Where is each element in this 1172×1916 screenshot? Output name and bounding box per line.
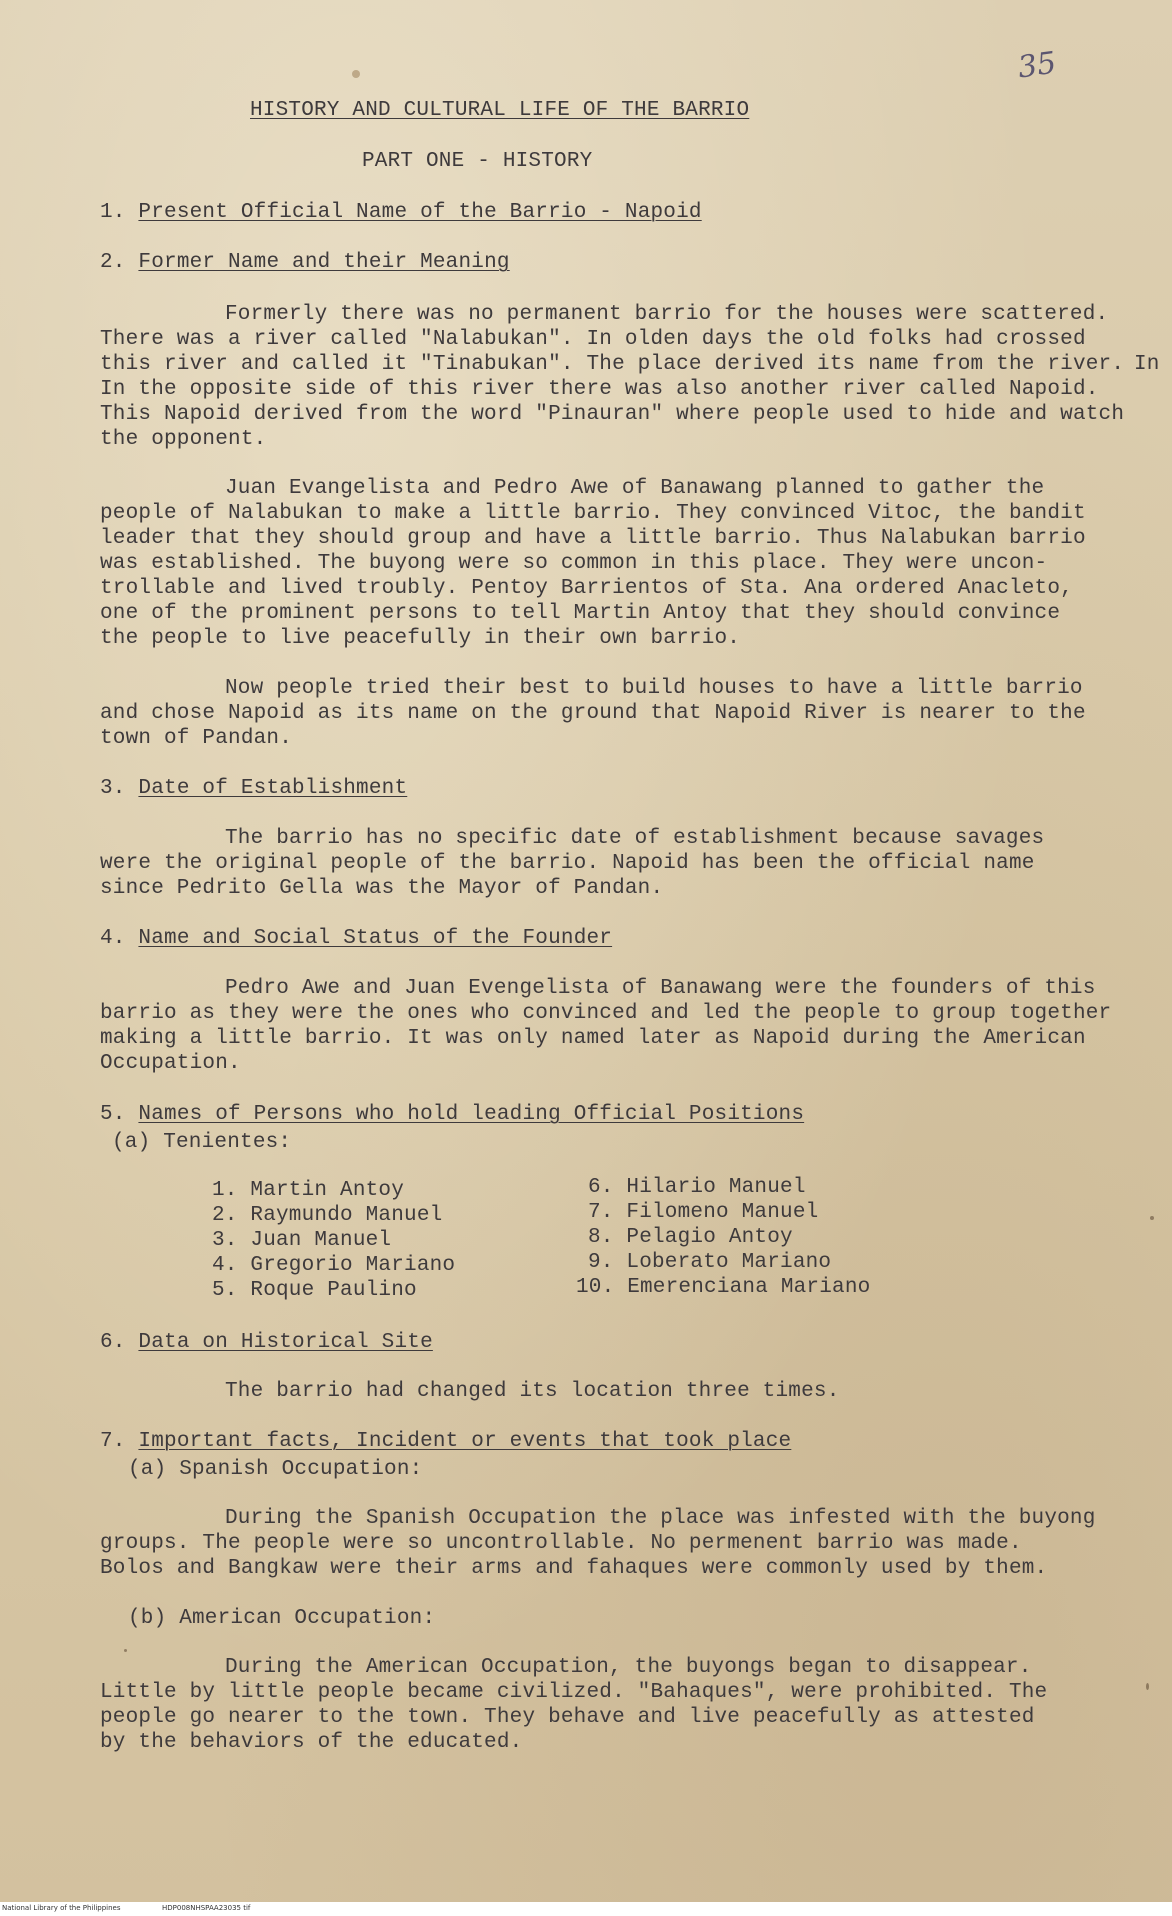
list-item: 3. Juan Manuel [212,1229,392,1252]
section-title: Names of Persons who hold leading Official Positions [138,1103,805,1126]
list-item: 5. Roque Paulino [212,1279,417,1302]
section-number: 5. [100,1103,126,1126]
section-4-heading [100,926,612,952]
text-line: leader that they should group and have a little barrio. Thus Nalabukan barrio [100,527,1086,550]
text-line: Occupation. [100,1052,241,1075]
text-line: In the opposite side of this river there was also another river called Napoid. [100,378,1099,401]
text-line: people go nearer to the town. They behave and live peacefully as attested [100,1706,1035,1729]
section-2-heading [100,250,510,276]
text-line: one of the prominent persons to tell Martin Antoy that they should convince [100,602,1061,625]
text-line: The barrio has no specific date of establishment because savages [225,827,1045,850]
text-line: This Napoid derived from the word "Pinauran" where people used to hide and watch [100,403,1125,426]
text-line: Pedro Awe and Juan Evengelista of Banawang were the founders of this [225,977,1096,1000]
list-item: 10. Emerenciana Mariano [576,1276,871,1299]
margin-word: In [1134,353,1160,376]
list-item: 7. Filomeno Manuel [588,1201,819,1224]
text-line: Formerly there was no permanent barrio for the houses were scattered. [225,303,1109,326]
section-number: 6. [100,1331,126,1354]
section-7-heading [100,1429,791,1455]
list-item: 1. Martin Antoy [212,1179,405,1202]
text-line: The barrio had changed its location three times. [225,1380,840,1403]
list-item: 6. Hilario Manuel [588,1176,806,1199]
text-line: During the American Occupation, the buyongs began to disappear. [225,1656,1032,1679]
list-item: 2. Raymundo Manuel [212,1204,443,1227]
section-title: Former Name and their Meaning [138,251,510,274]
text-line: by the behaviors of the educated. [100,1731,523,1754]
list-item: 8. Pelagio Antoy [588,1226,793,1249]
text-line: town of Pandan. [100,727,293,750]
section-title: Present Official Name of the Barrio - Napoid [138,201,702,224]
section-6-heading [100,1330,433,1356]
footer-source: National Library of the Philippines [2,1904,121,1912]
text-line: barrio as they were the ones who convinced and led the people to group together [100,1002,1112,1025]
text-line: groups. The people were so uncontrollable. No permenent barrio was made. [100,1532,1022,1555]
text-line: the opponent. [100,428,267,451]
section-number: 1. [100,201,126,224]
section-number: 7. [100,1430,126,1453]
text-line: Little by little people became civilized. "Bahaques", were prohibited. The [100,1681,1048,1704]
text-line: were the original people of the barrio. Napoid has been the official name [100,852,1035,875]
text-line: people of Nalabukan to make a little barrio. They convinced Vitoc, the bandit [100,502,1086,525]
paper-speck [1150,1216,1154,1220]
list-item: 4. Gregorio Mariano [212,1254,456,1277]
section-3-heading [100,776,407,802]
subsection-heading: (a) Spanish Occupation: [128,1458,423,1481]
paper-speck [124,1649,127,1652]
text-line: and chose Napoid as its name on the ground that Napoid River is nearer to the [100,702,1086,725]
text-line: Bolos and Bangkaw were their arms and fahaques were commonly used by them. [100,1557,1048,1580]
section-5-heading [100,1102,804,1128]
paper-speck [352,70,360,78]
text-line: During the Spanish Occupation the place was infested with the buyong [225,1507,1096,1530]
section-1-heading [100,200,702,226]
text-line: was established. The buyong were so common in this place. They were uncon- [100,552,1048,575]
text-line: making a little barrio. It was only named later as Napoid during the American [100,1027,1086,1050]
text-line: There was a river called "Nalabukan". In olden days the old folks had crossed [100,328,1086,351]
section-title: Important facts, Incident or events that took place [138,1430,792,1453]
list-item: 9. Loberato Mariano [588,1251,832,1274]
text-line: since Pedrito Gella was the Mayor of Pandan. [100,877,664,900]
text-line: Juan Evangelista and Pedro Awe of Banawang planned to gather the [225,477,1045,500]
section-title: Data on Historical Site [138,1331,433,1354]
subsection-heading: (a) Tenientes: [112,1131,292,1154]
section-number: 2. [100,251,126,274]
section-number: 4. [100,927,126,950]
text-line: this river and called it "Tinabukan". The place derived its name from the river. [100,353,1125,376]
text-line: the people to live peacefully in their own barrio. [100,627,741,650]
document-subtitle: PART ONE - HISTORY [362,150,593,173]
section-title: Name and Social Status of the Founder [138,927,613,950]
subsection-heading: (b) American Occupation: [128,1607,436,1630]
text-line: trollable and lived troubly. Pentoy Barrientos of Sta. Ana ordered Anacleto, [100,577,1073,600]
section-title: Date of Establishment [138,777,408,800]
paper-speck [1146,1683,1149,1690]
text-line: Now people tried their best to build houses to have a little barrio [225,677,1083,700]
footer-filename: HDP008NHSPAA23035 tif [162,1904,251,1912]
handwritten-page-number: 35 [1015,45,1059,86]
section-number: 3. [100,777,126,800]
document-title: HISTORY AND CULTURAL LIFE OF THE BARRIO [250,99,750,122]
